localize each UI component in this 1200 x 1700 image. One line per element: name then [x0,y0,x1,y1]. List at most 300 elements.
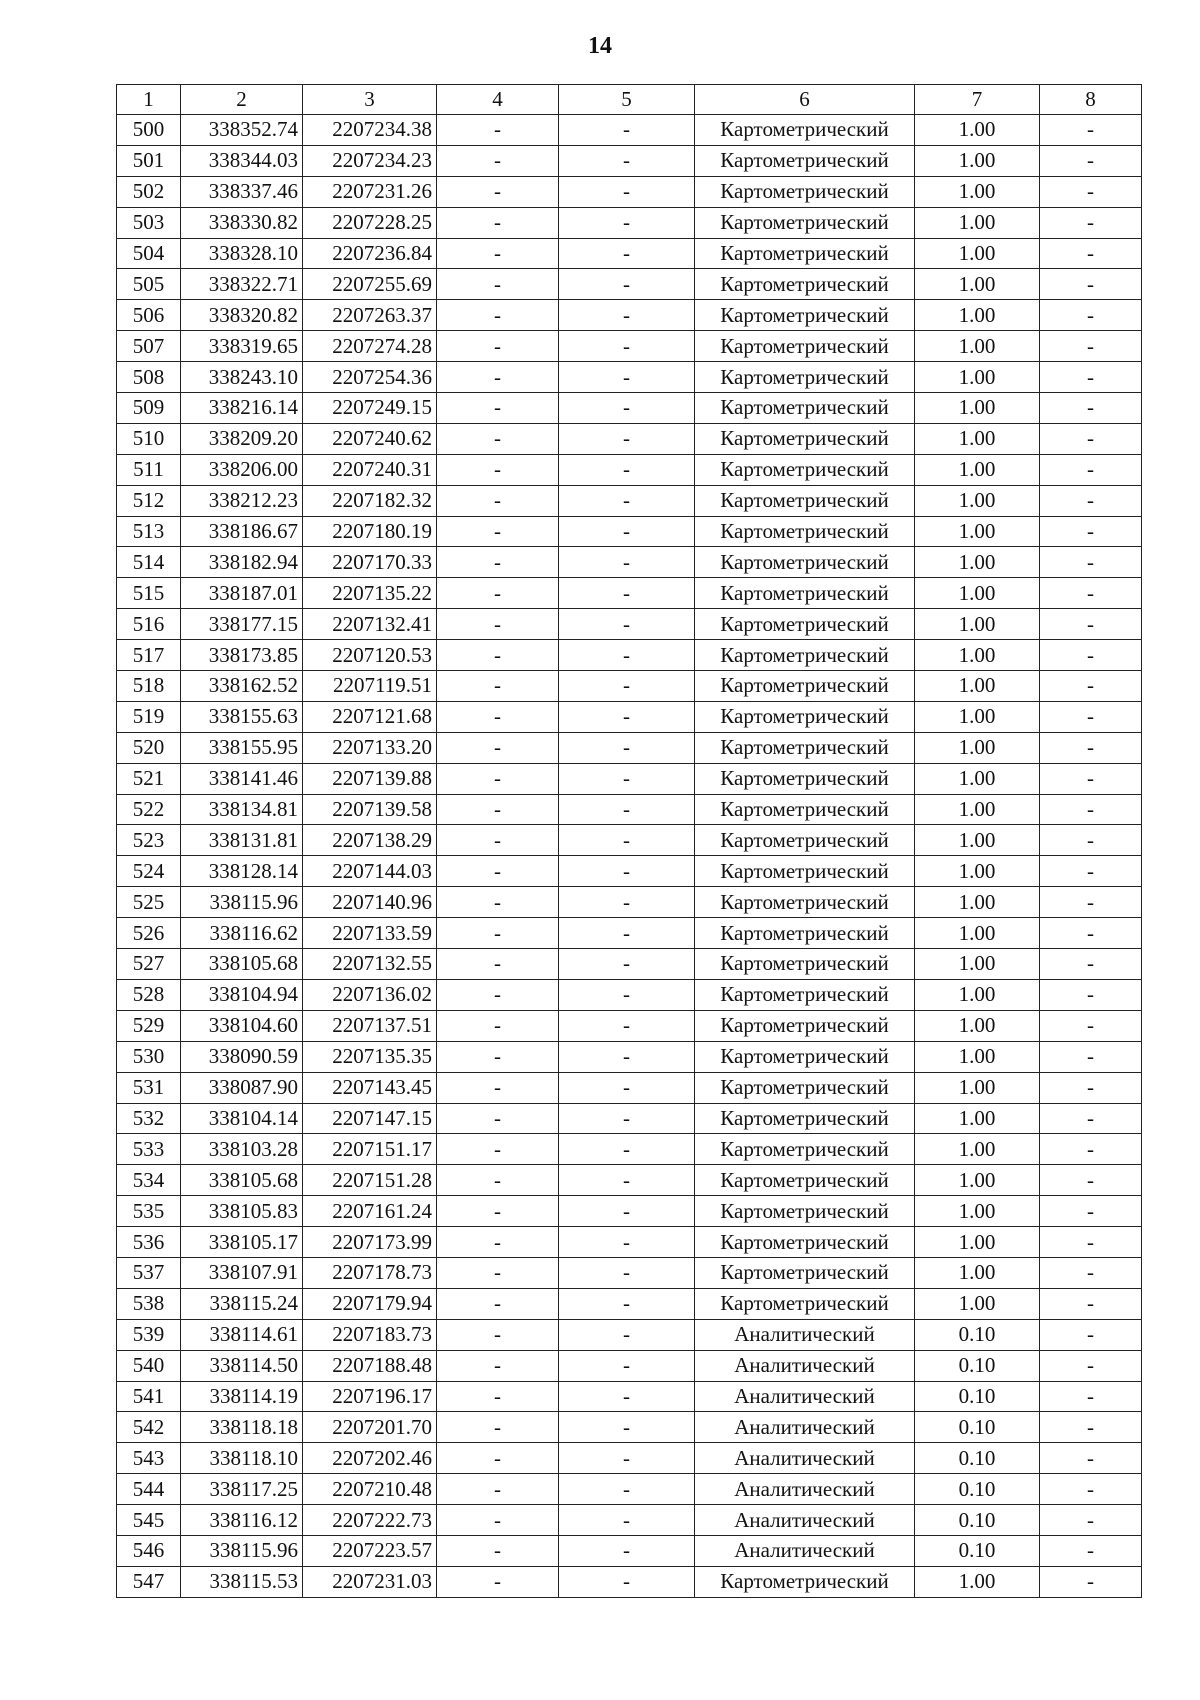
cell-col-4: - [437,115,559,146]
table-body [117,115,1142,1598]
cell-col-8: - [1040,238,1142,269]
cell-col-8: - [1040,207,1142,238]
cell-col-5: - [559,1165,695,1196]
cell-point-number: 523 [117,825,181,856]
cell-y-coordinate: 2207151.17 [303,1134,437,1165]
cell-col-5: - [559,516,695,547]
cell-col-5: - [559,763,695,794]
cell-col-5: - [559,362,695,393]
cell-col-5: - [559,609,695,640]
cell-col-8: - [1040,794,1142,825]
cell-method: Картометрический [695,269,915,300]
cell-x-coordinate: 338162.52 [181,671,303,702]
table-row [117,887,1142,918]
cell-col-4: - [437,609,559,640]
cell-col-5: - [559,887,695,918]
cell-point-number: 511 [117,454,181,485]
cell-method: Картометрический [695,732,915,763]
cell-col-5: - [559,1443,695,1474]
cell-accuracy: 1.00 [915,609,1040,640]
cell-point-number: 521 [117,763,181,794]
table-row [117,918,1142,949]
table-row [117,825,1142,856]
cell-point-number: 535 [117,1196,181,1227]
cell-col-4: - [437,640,559,671]
cell-col-5: - [559,1227,695,1258]
cell-accuracy: 1.00 [915,1196,1040,1227]
cell-y-coordinate: 2207132.41 [303,609,437,640]
cell-y-coordinate: 2207234.23 [303,145,437,176]
cell-method: Картометрический [695,1288,915,1319]
cell-col-5: - [559,1257,695,1288]
cell-x-coordinate: 338173.85 [181,640,303,671]
cell-col-5: - [559,485,695,516]
cell-col-4: - [437,1134,559,1165]
cell-y-coordinate: 2207132.55 [303,949,437,980]
cell-col-8: - [1040,1010,1142,1041]
cell-col-8: - [1040,269,1142,300]
cell-y-coordinate: 2207135.35 [303,1041,437,1072]
cell-col-8: - [1040,887,1142,918]
cell-col-5: - [559,393,695,424]
cell-accuracy: 1.00 [915,732,1040,763]
cell-point-number: 531 [117,1072,181,1103]
cell-x-coordinate: 338115.53 [181,1566,303,1597]
cell-col-5: - [559,238,695,269]
cell-col-4: - [437,979,559,1010]
cell-method: Картометрический [695,362,915,393]
cell-method: Картометрический [695,547,915,578]
cell-accuracy: 1.00 [915,454,1040,485]
cell-y-coordinate: 2207240.62 [303,423,437,454]
cell-col-8: - [1040,331,1142,362]
cell-y-coordinate: 2207144.03 [303,856,437,887]
cell-x-coordinate: 338118.10 [181,1443,303,1474]
table-row [117,1103,1142,1134]
cell-accuracy: 0.10 [915,1535,1040,1566]
cell-col-5: - [559,578,695,609]
cell-y-coordinate: 2207121.68 [303,701,437,732]
table-row [117,176,1142,207]
cell-accuracy: 1.00 [915,1134,1040,1165]
cell-method: Картометрический [695,1227,915,1258]
cell-y-coordinate: 2207120.53 [303,640,437,671]
cell-point-number: 526 [117,918,181,949]
cell-col-4: - [437,1443,559,1474]
cell-point-number: 537 [117,1257,181,1288]
cell-x-coordinate: 338155.63 [181,701,303,732]
column-header-6: 6 [695,85,915,115]
cell-col-5: - [559,1350,695,1381]
cell-y-coordinate: 2207136.02 [303,979,437,1010]
cell-col-5: - [559,1072,695,1103]
cell-point-number: 513 [117,516,181,547]
cell-accuracy: 1.00 [915,145,1040,176]
cell-x-coordinate: 338103.28 [181,1134,303,1165]
cell-accuracy: 1.00 [915,701,1040,732]
cell-col-4: - [437,423,559,454]
cell-method: Картометрический [695,887,915,918]
cell-col-4: - [437,454,559,485]
cell-method: Картометрический [695,825,915,856]
cell-y-coordinate: 2207179.94 [303,1288,437,1319]
table-row [117,423,1142,454]
cell-y-coordinate: 2207180.19 [303,516,437,547]
cell-col-4: - [437,176,559,207]
cell-accuracy: 0.10 [915,1350,1040,1381]
cell-method: Аналитический [695,1412,915,1443]
cell-col-4: - [437,1350,559,1381]
cell-accuracy: 1.00 [915,1072,1040,1103]
table-row [117,1257,1142,1288]
cell-x-coordinate: 338320.82 [181,300,303,331]
cell-point-number: 541 [117,1381,181,1412]
cell-col-4: - [437,1165,559,1196]
cell-col-4: - [437,732,559,763]
cell-method: Аналитический [695,1319,915,1350]
cell-method: Картометрический [695,1165,915,1196]
cell-col-4: - [437,671,559,702]
cell-col-4: - [437,1381,559,1412]
cell-x-coordinate: 338128.14 [181,856,303,887]
table-row [117,640,1142,671]
cell-y-coordinate: 2207228.25 [303,207,437,238]
column-header-7: 7 [915,85,1040,115]
cell-y-coordinate: 2207151.28 [303,1165,437,1196]
cell-accuracy: 1.00 [915,207,1040,238]
cell-point-number: 543 [117,1443,181,1474]
table-row [117,1474,1142,1505]
table-row [117,331,1142,362]
table-row [117,609,1142,640]
cell-x-coordinate: 338104.94 [181,979,303,1010]
cell-method: Картометрический [695,300,915,331]
cell-col-5: - [559,300,695,331]
table-header-row [117,85,1142,115]
cell-col-8: - [1040,918,1142,949]
cell-point-number: 522 [117,794,181,825]
cell-accuracy: 1.00 [915,794,1040,825]
cell-method: Картометрический [695,794,915,825]
table-row [117,1010,1142,1041]
table-row [117,516,1142,547]
cell-y-coordinate: 2207138.29 [303,825,437,856]
cell-col-5: - [559,671,695,702]
cell-x-coordinate: 338141.46 [181,763,303,794]
cell-x-coordinate: 338337.46 [181,176,303,207]
cell-accuracy: 1.00 [915,671,1040,702]
cell-col-8: - [1040,1443,1142,1474]
cell-col-8: - [1040,516,1142,547]
table-row [117,732,1142,763]
cell-x-coordinate: 338114.50 [181,1350,303,1381]
column-header-4: 4 [437,85,559,115]
table-row [117,1134,1142,1165]
cell-y-coordinate: 2207210.48 [303,1474,437,1505]
cell-point-number: 532 [117,1103,181,1134]
cell-col-5: - [559,949,695,980]
cell-y-coordinate: 2207255.69 [303,269,437,300]
cell-accuracy: 1.00 [915,547,1040,578]
cell-accuracy: 0.10 [915,1474,1040,1505]
cell-accuracy: 1.00 [915,856,1040,887]
cell-method: Картометрический [695,671,915,702]
table-row [117,1381,1142,1412]
cell-y-coordinate: 2207133.20 [303,732,437,763]
cell-method: Аналитический [695,1443,915,1474]
cell-point-number: 540 [117,1350,181,1381]
cell-col-8: - [1040,454,1142,485]
cell-method: Аналитический [695,1505,915,1536]
cell-y-coordinate: 2207139.58 [303,794,437,825]
cell-y-coordinate: 2207222.73 [303,1505,437,1536]
cell-accuracy: 1.00 [915,300,1040,331]
cell-col-5: - [559,1474,695,1505]
cell-col-5: - [559,115,695,146]
cell-method: Картометрический [695,1072,915,1103]
cell-col-5: - [559,547,695,578]
cell-col-5: - [559,1412,695,1443]
cell-method: Картометрический [695,1257,915,1288]
cell-accuracy: 1.00 [915,269,1040,300]
table-row [117,485,1142,516]
cell-col-4: - [437,918,559,949]
cell-y-coordinate: 2207178.73 [303,1257,437,1288]
cell-point-number: 506 [117,300,181,331]
table-row [117,393,1142,424]
cell-x-coordinate: 338116.12 [181,1505,303,1536]
cell-method: Картометрический [695,1103,915,1134]
cell-col-4: - [437,1041,559,1072]
cell-y-coordinate: 2207139.88 [303,763,437,794]
cell-x-coordinate: 338105.68 [181,949,303,980]
cell-point-number: 547 [117,1566,181,1597]
cell-x-coordinate: 338107.91 [181,1257,303,1288]
cell-x-coordinate: 338328.10 [181,238,303,269]
cell-x-coordinate: 338134.81 [181,794,303,825]
cell-point-number: 500 [117,115,181,146]
cell-x-coordinate: 338131.81 [181,825,303,856]
cell-x-coordinate: 338104.60 [181,1010,303,1041]
cell-col-5: - [559,979,695,1010]
cell-method: Картометрический [695,331,915,362]
cell-accuracy: 0.10 [915,1505,1040,1536]
cell-method: Картометрический [695,115,915,146]
cell-col-4: - [437,207,559,238]
table-row [117,794,1142,825]
cell-accuracy: 0.10 [915,1412,1040,1443]
cell-y-coordinate: 2207183.73 [303,1319,437,1350]
cell-col-4: - [437,1227,559,1258]
cell-col-5: - [559,1196,695,1227]
cell-point-number: 536 [117,1227,181,1258]
cell-col-4: - [437,1072,559,1103]
cell-col-8: - [1040,763,1142,794]
cell-point-number: 517 [117,640,181,671]
cell-x-coordinate: 338118.18 [181,1412,303,1443]
cell-col-4: - [437,763,559,794]
cell-y-coordinate: 2207147.15 [303,1103,437,1134]
cell-point-number: 515 [117,578,181,609]
cell-accuracy: 1.00 [915,1041,1040,1072]
cell-y-coordinate: 2207135.22 [303,578,437,609]
cell-x-coordinate: 338114.19 [181,1381,303,1412]
table-row [117,671,1142,702]
cell-x-coordinate: 338090.59 [181,1041,303,1072]
table-row [117,547,1142,578]
cell-col-4: - [437,362,559,393]
cell-y-coordinate: 2207133.59 [303,918,437,949]
cell-col-8: - [1040,393,1142,424]
column-header-2: 2 [181,85,303,115]
cell-col-8: - [1040,1196,1142,1227]
cell-point-number: 525 [117,887,181,918]
table-row [117,979,1142,1010]
cell-col-5: - [559,701,695,732]
cell-method: Картометрический [695,949,915,980]
table-row [117,362,1142,393]
cell-point-number: 545 [117,1505,181,1536]
cell-col-8: - [1040,1566,1142,1597]
coordinates-table [116,84,1142,1598]
cell-col-5: - [559,423,695,454]
column-header-1: 1 [117,85,181,115]
cell-y-coordinate: 2207236.84 [303,238,437,269]
cell-col-4: - [437,1474,559,1505]
cell-point-number: 504 [117,238,181,269]
cell-method: Картометрический [695,423,915,454]
cell-x-coordinate: 338087.90 [181,1072,303,1103]
cell-point-number: 534 [117,1165,181,1196]
cell-x-coordinate: 338344.03 [181,145,303,176]
table-row [117,1505,1142,1536]
cell-accuracy: 1.00 [915,516,1040,547]
cell-point-number: 539 [117,1319,181,1350]
cell-y-coordinate: 2207202.46 [303,1443,437,1474]
cell-point-number: 528 [117,979,181,1010]
cell-col-8: - [1040,1227,1142,1258]
page-number: 14 [588,33,612,59]
cell-col-5: - [559,207,695,238]
cell-accuracy: 1.00 [915,331,1040,362]
cell-accuracy: 0.10 [915,1319,1040,1350]
cell-x-coordinate: 338117.25 [181,1474,303,1505]
table-row [117,454,1142,485]
cell-y-coordinate: 2207234.38 [303,115,437,146]
cell-col-4: - [437,856,559,887]
cell-col-4: - [437,269,559,300]
cell-accuracy: 1.00 [915,825,1040,856]
cell-col-8: - [1040,1474,1142,1505]
cell-col-5: - [559,1319,695,1350]
column-header-5: 5 [559,85,695,115]
cell-point-number: 512 [117,485,181,516]
cell-col-4: - [437,238,559,269]
cell-col-4: - [437,794,559,825]
cell-accuracy: 1.00 [915,887,1040,918]
cell-col-5: - [559,1041,695,1072]
cell-accuracy: 1.00 [915,1227,1040,1258]
cell-accuracy: 1.00 [915,763,1040,794]
cell-y-coordinate: 2207161.24 [303,1196,437,1227]
table-row [117,856,1142,887]
cell-col-8: - [1040,1412,1142,1443]
cell-y-coordinate: 2207143.45 [303,1072,437,1103]
cell-col-4: - [437,1257,559,1288]
cell-col-5: - [559,1288,695,1319]
cell-x-coordinate: 338115.24 [181,1288,303,1319]
cell-x-coordinate: 338105.83 [181,1196,303,1227]
cell-col-8: - [1040,300,1142,331]
cell-y-coordinate: 2207137.51 [303,1010,437,1041]
cell-x-coordinate: 338212.23 [181,485,303,516]
cell-point-number: 510 [117,423,181,454]
column-header-8: 8 [1040,85,1142,115]
cell-y-coordinate: 2207223.57 [303,1535,437,1566]
table-row [117,1196,1142,1227]
cell-col-8: - [1040,1072,1142,1103]
table-row [117,763,1142,794]
cell-x-coordinate: 338105.17 [181,1227,303,1258]
cell-method: Аналитический [695,1350,915,1381]
cell-col-8: - [1040,1505,1142,1536]
cell-col-8: - [1040,609,1142,640]
cell-col-8: - [1040,578,1142,609]
cell-method: Картометрический [695,393,915,424]
table-row [117,701,1142,732]
table-row [117,269,1142,300]
cell-col-4: - [437,825,559,856]
cell-accuracy: 1.00 [915,979,1040,1010]
cell-x-coordinate: 338104.14 [181,1103,303,1134]
cell-x-coordinate: 338322.71 [181,269,303,300]
cell-point-number: 516 [117,609,181,640]
cell-method: Картометрический [695,640,915,671]
cell-y-coordinate: 2207170.33 [303,547,437,578]
cell-col-5: - [559,1134,695,1165]
cell-col-5: - [559,176,695,207]
cell-accuracy: 1.00 [915,640,1040,671]
cell-method: Картометрический [695,176,915,207]
cell-method: Аналитический [695,1535,915,1566]
cell-col-4: - [437,1196,559,1227]
table-row [117,1227,1142,1258]
cell-col-4: - [437,1103,559,1134]
cell-col-5: - [559,794,695,825]
cell-method: Аналитический [695,1381,915,1412]
cell-col-8: - [1040,701,1142,732]
cell-accuracy: 1.00 [915,1103,1040,1134]
cell-point-number: 508 [117,362,181,393]
cell-method: Картометрический [695,1196,915,1227]
cell-col-5: - [559,331,695,362]
cell-x-coordinate: 338209.20 [181,423,303,454]
cell-col-8: - [1040,145,1142,176]
cell-method: Картометрический [695,763,915,794]
cell-accuracy: 1.00 [915,949,1040,980]
cell-col-8: - [1040,485,1142,516]
cell-point-number: 527 [117,949,181,980]
cell-x-coordinate: 338155.95 [181,732,303,763]
cell-method: Картометрический [695,1134,915,1165]
cell-y-coordinate: 2207274.28 [303,331,437,362]
cell-point-number: 507 [117,331,181,362]
cell-col-4: - [437,1010,559,1041]
cell-col-8: - [1040,1134,1142,1165]
cell-col-8: - [1040,176,1142,207]
table-row [117,1041,1142,1072]
cell-point-number: 542 [117,1412,181,1443]
